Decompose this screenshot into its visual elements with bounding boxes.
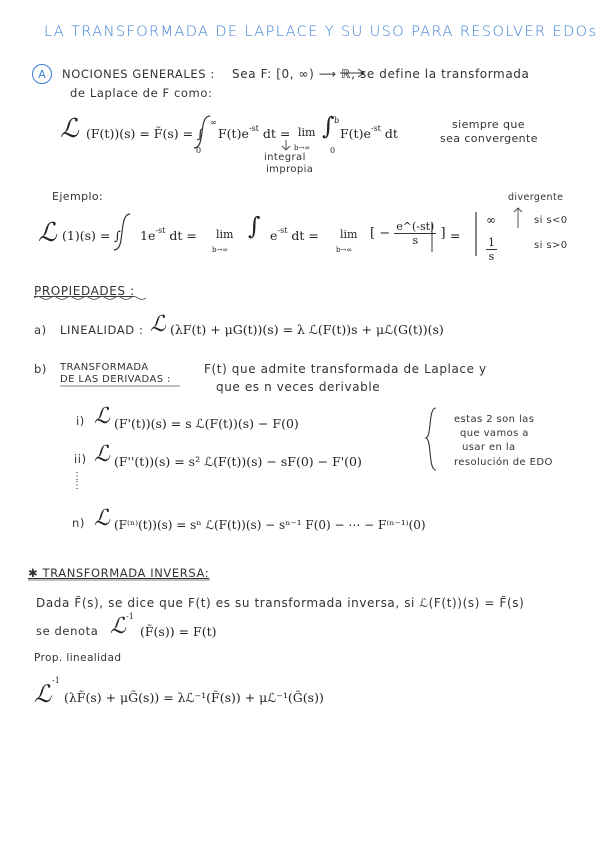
example-fraction: $\frac{e\^{}(-st)}{s}$ (396, 220, 435, 247)
note-arrow (282, 140, 290, 150)
mapping-arrow (340, 69, 364, 77)
properties-heading: PROPIEDADES : (34, 284, 135, 298)
integral-upper-inf: ∞ (210, 118, 217, 127)
property-i-label: i) (76, 414, 85, 428)
integral-stroke (194, 116, 210, 148)
property-ii-laplace: ℒ (94, 442, 110, 467)
inverse-heading: ✱ TRANSFORMADA INVERSA: (28, 566, 210, 580)
note-line-1: estas 2 son las (454, 414, 535, 425)
definition-lim-sub: b→∞ (294, 144, 311, 152)
inverse-line-2-pre: se denota (36, 624, 99, 638)
example-integrand-2: $e^{-st}$ dt = (270, 226, 319, 243)
integral-sign: ∫ (322, 112, 335, 140)
note-line-2: que vamos a (460, 428, 529, 439)
vertical-dots: ⋮ ⋮ (72, 471, 82, 491)
integral-lower-0: 0 (196, 146, 202, 155)
integral-upper-b: b (334, 116, 340, 125)
property-a-name: LINEALIDAD : (60, 323, 144, 337)
example-lim-sub-2: b→∞ (336, 246, 353, 254)
example-integral-stroke (114, 214, 130, 250)
example-equals: = (450, 228, 461, 243)
example-laplace-symbol: ℒ (38, 218, 57, 248)
property-a-laplace: ℒ (150, 312, 166, 337)
prop-linealidad-label: Prop. linealidad (34, 652, 122, 664)
integral-note-1: integral (264, 152, 306, 163)
inverse-linear-laplace: ℒ (34, 680, 52, 708)
notes-brace (426, 408, 436, 470)
property-b-label: b) (34, 362, 47, 376)
inverse-linear-exponent: -1 (52, 676, 60, 685)
example-lim-sub: b→∞ (212, 246, 229, 254)
property-n-formula: (F⁽ⁿ⁾(t))(s) = sⁿ ℒ(F(t))(s) − sⁿ⁻¹ F(0) − ⋯ − F⁽ⁿ⁻¹⁾(0) (114, 518, 426, 532)
page-title: LA TRANSFORMADA DE LAPLACE Y SU USO PARA RESOLVER EDOs (44, 24, 598, 40)
property-i-laplace: ℒ (94, 404, 110, 429)
integral-note-2: impropia (266, 164, 314, 175)
property-ii-label: ii) (74, 452, 87, 466)
property-n-laplace: ℒ (94, 506, 110, 531)
divergente-arrow (514, 208, 522, 228)
definition-lhs: (F(t))(s) = F̃(s) = ∫ (86, 126, 204, 141)
example-lim: lim (216, 228, 234, 241)
example-case-2-condition: si s>0 (534, 240, 568, 251)
property-b-name-1: TRANSFORMADA (60, 362, 149, 373)
note-line-3: usar en la (462, 442, 516, 453)
inverse-laplace: ℒ (110, 614, 126, 639)
example-case-1-condition: si s<0 (534, 215, 568, 226)
property-b-text-2: que es n veces derivable (216, 380, 381, 394)
property-ii-formula: (F''(t))(s) = s² ℒ(F(t))(s) − sF(0) − F'(0) (114, 454, 362, 469)
example-integrand: $1e^{-st}$ dt = (140, 226, 197, 243)
section-a-heading: NOCIONES GENERALES : (62, 67, 215, 81)
inverse-exponent: -1 (126, 612, 134, 621)
example-bracket: [ − $\frac{e\^{}(-st)}{s}$ ] (370, 220, 446, 247)
example-case-2-value: $\frac{1}{s}$ (488, 236, 495, 263)
property-b-name-2: DE LAS DERIVADAS : (60, 374, 171, 385)
example-lhs: (1)(s) = ∫ (62, 228, 121, 243)
inverse-linear-formula: (λF̃(s) + μG̃(s)) = λℒ⁻¹(F̃(s)) + μℒ⁻¹(G̃(s)) (64, 690, 324, 705)
divergente-note: divergente (508, 192, 564, 203)
property-b-text-1: F(t) que admite transformada de Laplace y (204, 362, 487, 376)
property-a-label: a) (34, 323, 47, 337)
note-line-4: resolución de EDO (454, 457, 553, 468)
example-lim-2: lim (340, 228, 358, 241)
example-integral-sign: ∫ (248, 212, 261, 240)
properties-underline (34, 297, 146, 300)
inverse-line-1: Dada F̃(s), se dice que F(t) es su transformada inversa, si ℒ(F(t))(s) = F̃(s) (36, 596, 525, 610)
definition-lim: lim (298, 126, 316, 139)
laplace-symbol: ℒ (60, 114, 79, 144)
integral-lower-0-b: 0 (330, 146, 336, 155)
convergence-note-2: sea convergente (440, 132, 538, 145)
section-a-intro-2: de Laplace de F como: (70, 86, 213, 100)
inverse-line-2-formula: (F̃(s)) = F(t) (140, 624, 217, 639)
definition-integrand: $F(t)e^{-st}$ dt = (218, 124, 291, 141)
example-case-1-value: ∞ (486, 213, 496, 227)
section-a-marker: A (32, 64, 52, 84)
property-n-label: n) (72, 516, 85, 530)
convergence-note-1: siempre que (452, 118, 525, 131)
property-a-formula: (λF(t) + μG(t))(s) = λ ℒ(F(t))s + μℒ(G(t))(s) (170, 322, 444, 337)
section-a-intro: Sea F: [0, ∞) ⟶ ℝ, se define la transformada (232, 67, 530, 81)
definition-rhs: $F(t)e^{-st}$ dt (340, 124, 398, 141)
example-label: Ejemplo: (52, 190, 104, 203)
property-i-formula: (F'(t))(s) = s ℒ(F(t))(s) − F(0) (114, 416, 299, 431)
